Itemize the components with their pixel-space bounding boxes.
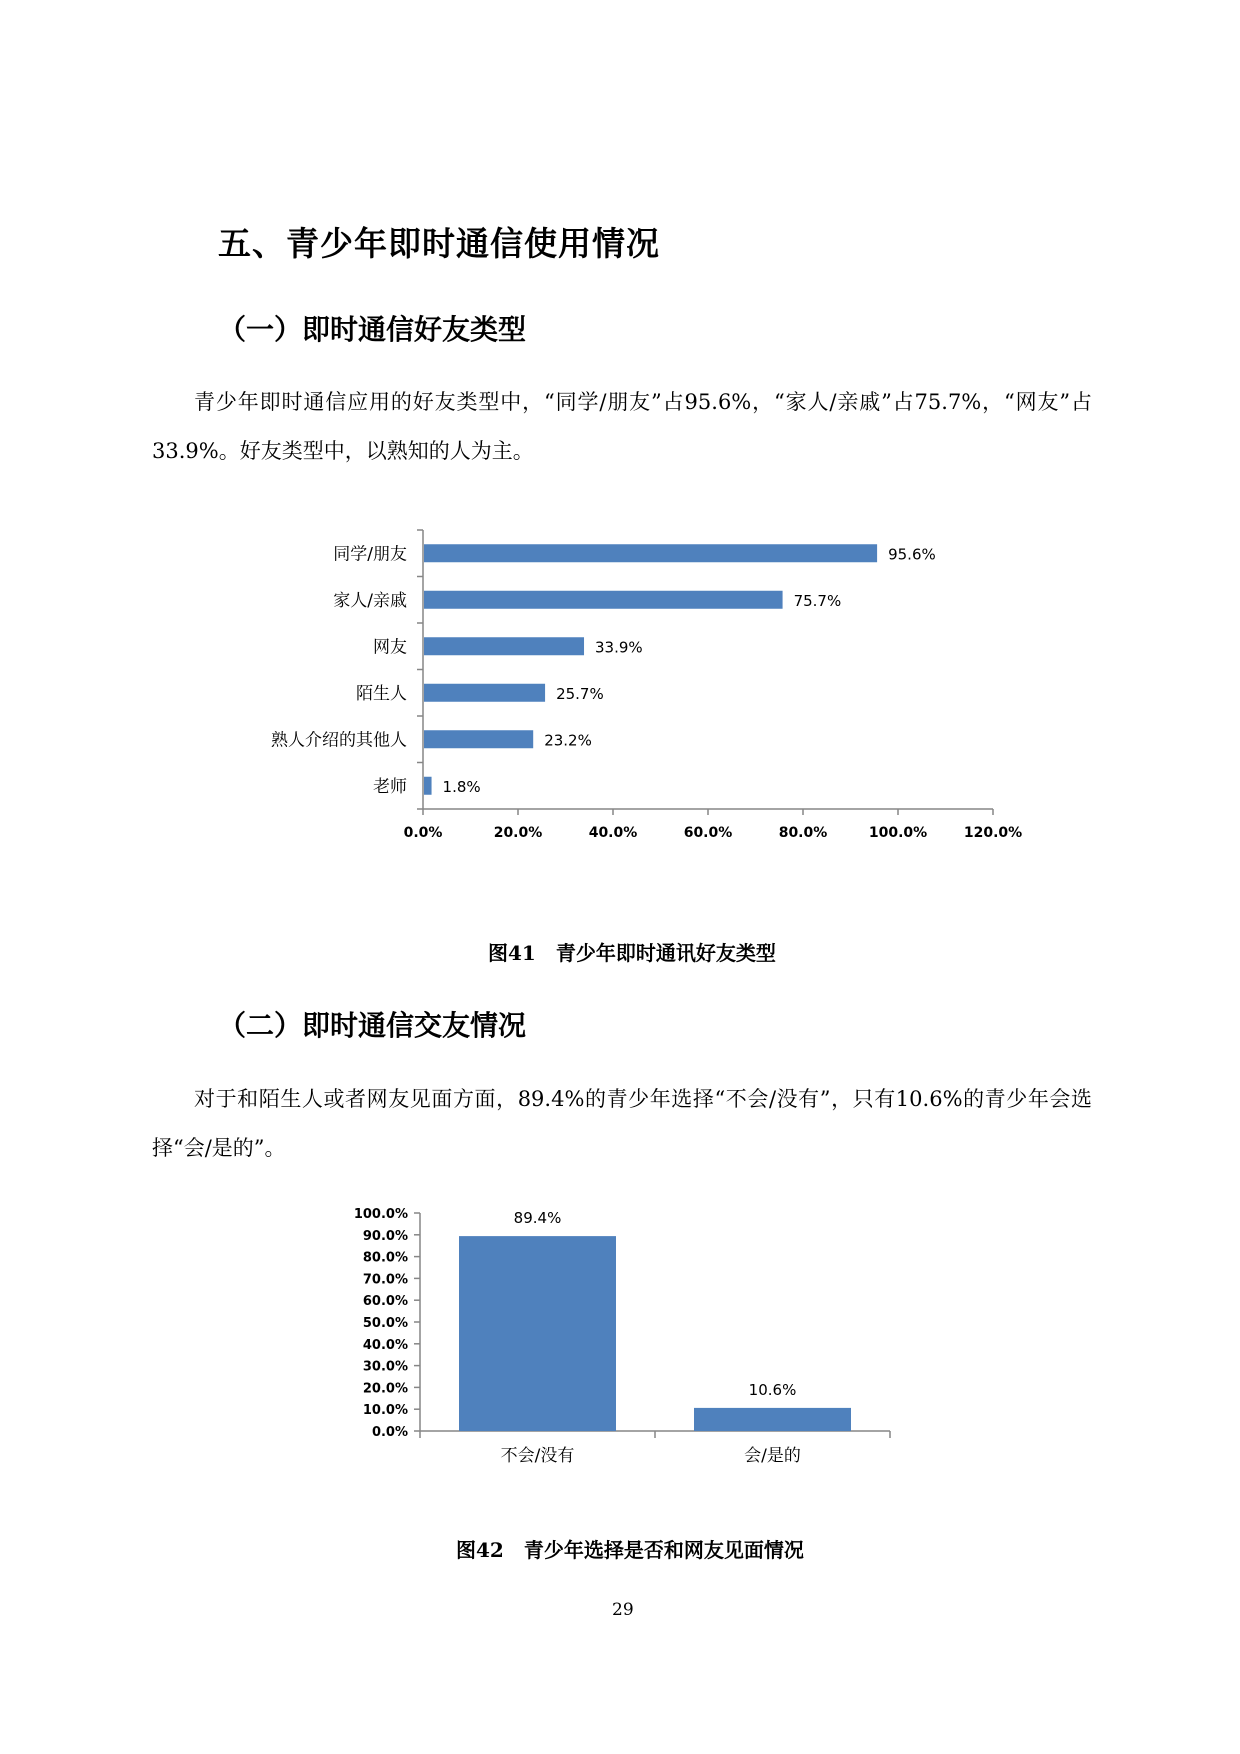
bar [424, 777, 432, 795]
subsection-title-meeting: （二）即时通信交友情况 [218, 1009, 527, 1042]
category-label: 陌生人 [356, 683, 407, 704]
paragraph-meeting: 对于和陌生人或者网友见面方面，89.4%的青少年选择“不会/没有”，只有10.6%的青少年会选择“会/是的”。 [152, 1087, 1092, 1160]
bar [424, 544, 877, 562]
section-title: 五、青少年即时通信使用情况 [218, 224, 660, 263]
y-tick-label: 100.0% [353, 1207, 408, 1222]
data-label: 10.6% [748, 1380, 797, 1399]
y-tick-label: 90.0% [362, 1228, 408, 1244]
bar [694, 1408, 851, 1431]
data-label: 33.9% [595, 638, 643, 657]
x-tick-label: 60.0% [683, 825, 733, 841]
subsection-title-friend-types: （一）即时通信好友类型 [218, 313, 527, 346]
x-tick-label: 20.0% [493, 825, 543, 841]
bar [424, 684, 545, 702]
category-label: 老师 [373, 776, 407, 797]
category-label: 不会/没有 [500, 1446, 575, 1466]
x-tick-label: 0.0% [403, 825, 443, 841]
data-label: 89.4% [513, 1209, 562, 1228]
x-tick-label: 80.0% [778, 825, 828, 841]
bar [424, 591, 783, 609]
x-tick-label: 100.0% [868, 825, 928, 841]
y-tick-label: 50.0% [362, 1316, 408, 1331]
category-label: 家人/亲戚 [333, 590, 407, 611]
x-tick-label: 40.0% [588, 825, 638, 841]
category-label: 同学/朋友 [333, 544, 407, 565]
bar [424, 637, 584, 655]
paragraph-friend-types: 青少年即时通信应用的好友类型中，“同学/朋友”占95.6%，“家人/亲戚”占75.7%，“网友”占33.9%。好友类型中，以熟知的人为主。 [152, 390, 1092, 463]
y-tick-label: 20.0% [362, 1381, 408, 1397]
bar [459, 1236, 616, 1431]
data-label: 25.7% [556, 684, 604, 703]
data-label: 75.7% [793, 591, 842, 610]
y-tick-label: 0.0% [371, 1425, 408, 1440]
y-tick-label: 10.0% [362, 1403, 408, 1419]
category-label: 熟人介绍的其他人 [271, 730, 407, 751]
data-label: 1.8% [442, 777, 481, 796]
y-tick-label: 80.0% [362, 1250, 408, 1266]
data-label: 23.2% [544, 731, 592, 750]
x-tick-label: 120.0% [963, 825, 1023, 841]
y-tick-label: 40.0% [362, 1337, 408, 1353]
figure-41-caption: 图41 青少年即时通讯好友类型 [488, 941, 776, 965]
category-label: 网友 [373, 637, 407, 658]
data-label: 95.6% [888, 545, 936, 564]
y-tick-label: 30.0% [362, 1359, 408, 1375]
category-label: 会/是的 [744, 1446, 801, 1466]
bar [424, 730, 533, 748]
y-tick-label: 60.0% [362, 1294, 408, 1310]
figure-42-caption: 图42 青少年选择是否和网友见面情况 [456, 1538, 804, 1562]
page-number: 29 [612, 1600, 634, 1620]
y-tick-label: 70.0% [362, 1272, 408, 1288]
